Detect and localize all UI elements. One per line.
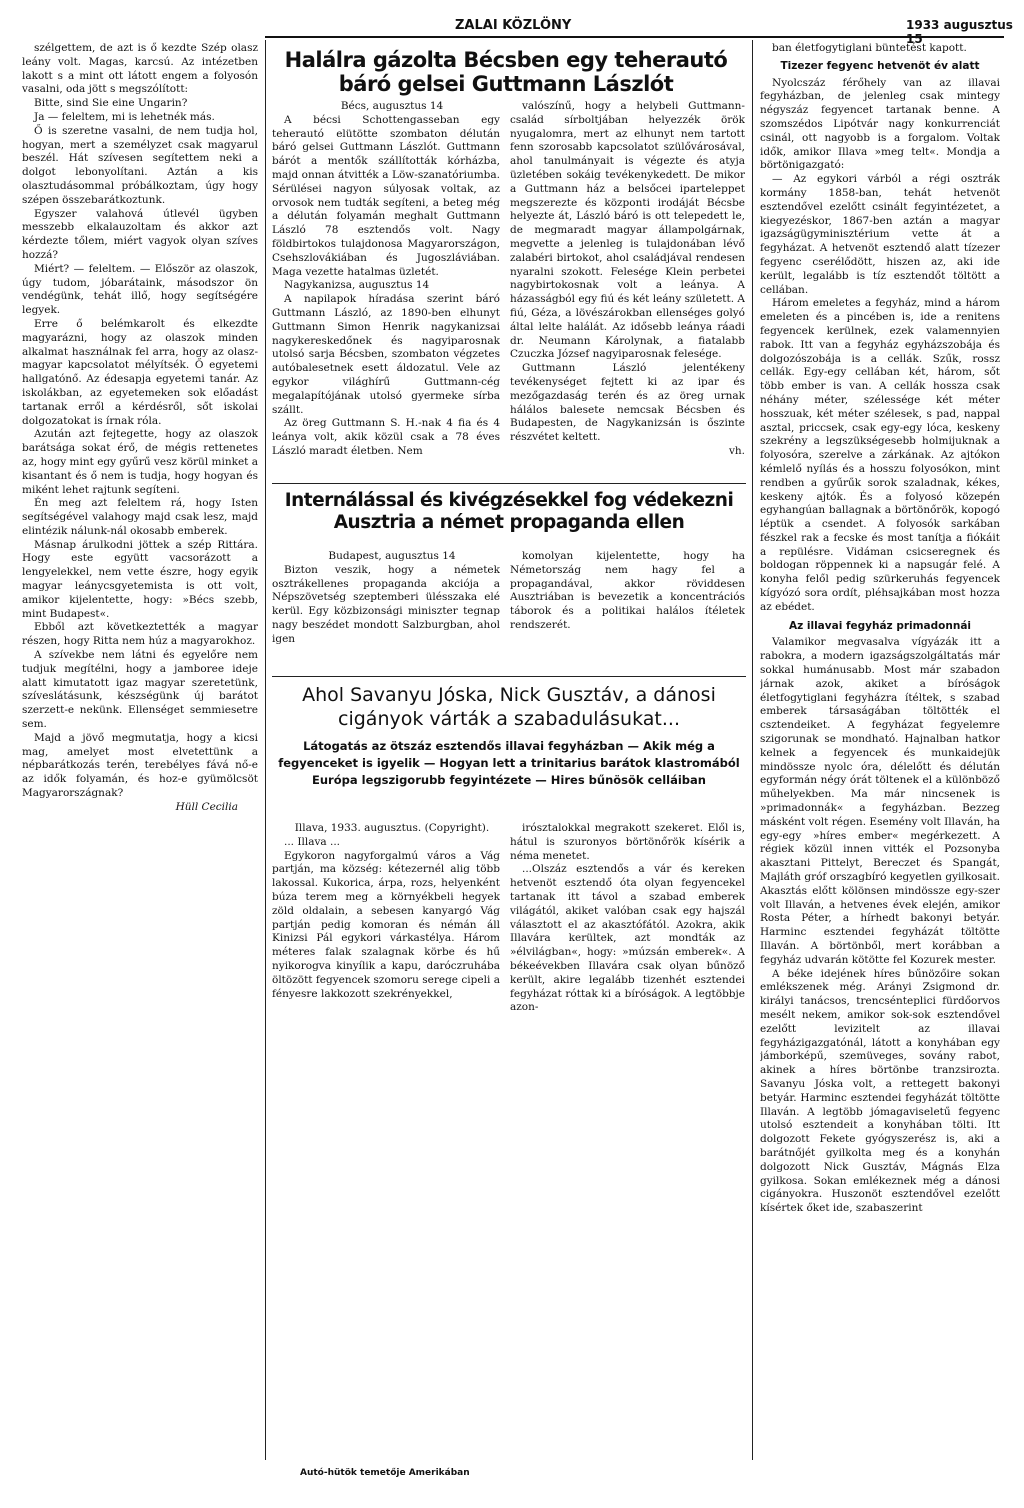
- column-4-top-paragraphs: [760, 42, 1000, 56]
- article-internalas-right-paragraphs: [510, 550, 745, 633]
- photo-caption: Autó-hütök temetője Amerikában: [300, 1468, 470, 1478]
- column-4-mid-paragraphs: [760, 77, 1000, 615]
- subheading-primadonnak: Az illavai fegyház primadonnái: [788, 619, 972, 632]
- article-illava-left: [272, 822, 500, 1468]
- paragraph: Bécs, augusztus 14: [340, 100, 444, 112]
- paragraph: ban életfogytiglani büntetést kapott.: [772, 42, 967, 54]
- subheadline-illava: Látogatás az ötszáz esztendős illavai fegyházban — Akik még a fegyenceket is igyelik — Hogyan lett a trinitarius barátok klastromából Európa legszigorubb fegyintézete — Hires bűnösök celláiban: [278, 739, 740, 787]
- column-divider: [265, 40, 266, 1460]
- issue-date-page: 1933 augusztus 15: [906, 18, 1013, 46]
- article-guttmann-left: [272, 100, 500, 480]
- column-divider: [752, 40, 753, 1460]
- column-4-bottom-paragraphs: [760, 636, 1000, 1215]
- article-internalas-right: [510, 550, 745, 670]
- paragraph: Én meg azt feleltem rá, hogy Isten segítségével valahogy majd csak lesz, majd elintézik nálunk-nál okosabb emberek.: [22, 497, 258, 537]
- paragraph: Egyszer valahová útlevél ügyben messzebb elkalauzoltam és akkor azt kérdezte tőlem, miért vagyok olyan szíves hozzá?: [22, 207, 258, 261]
- paragraph: Miért? — feleltem. — Először az olaszok, úgy tudom, jóbarátaink, másodszor ön vendégünk, tehát illő, hogy segítségére legyek.: [22, 262, 258, 317]
- paragraph: A béke idejének híres bűnözőire sokan emlékszenek még. Arányi Zsigmond dr. királyi tanácsos, trencsénteplici fürdőorvos mesélt nekem, amikor sok-sok esztendővel ezelőtt levizitelt az illavai fegyházigazgatónál, látott a konyhában egy jámborképű, szemüveges, sovány rabot, akinek a híres börtönbe tranzsirozta. Savanyu Jóska volt, a rettegett bakonyi betyár. Harminc esztendei fegyházát töltötte Illaván. A legtöbb jómagaviseletű fegyenc utolsó esztendeit a konyhában tölti. Itt dolgozott Fekete gyógyszerész is, aki a barátnőjét gyilkolta meg és a konyhán dolgozott Nick Gusztáv, Mágnás Elza gyilkosa. Sokan emlékeznek még a dánosi cigányokra. Huszonöt esztendővel ezelőtt kísértek őket ide, szabaszerint: [760, 967, 1000, 1215]
- column-4-article: [760, 42, 1000, 1472]
- paragraph: Bitte, sind Sie eine Ungarin?: [34, 97, 188, 110]
- paragraph: Erre ő belémkarolt és elkezdte magyarázni, hogy az olaszok minden alkalmat használnak fel arra, hogy az olasz-magyar kapcsolatot mélyítsék. Ő egyetemi hallgatónő. Az édesapja egyetemi tanár. Az iskolákban, az egyetemeken sok előadást tartanak erről a kérdésről, sőt iskolai dolgozatokat is írnak róla.: [22, 317, 258, 427]
- paragraph: komolyan kijelentette, hogy ha Németország nem hagy fel a propagandával, akkor röviddesen Ausztriában is bevezetik a koncentrációs táborok és a politikai halálos ítéletek rendszerét.: [510, 550, 745, 631]
- article-separator: [272, 676, 746, 677]
- header-rule: [265, 36, 1004, 38]
- paragraph: Ő is szeretne vasalni, de nem tudja hol, hogyan, mert a személyzet csak magyarul beszél. Hát szívesen segítettem neki a dolgot lebonyolítani. Aztán a kis olasztudásommal próbálkoztam, úgy hogy szépen összebarátkoztunk.: [22, 124, 258, 206]
- headline-guttmann: [272, 48, 740, 96]
- paragraph: A napilapok híradása szerint báró Guttmann László, az 1890-ben elhunyt Guttmann Simon Henrik nagykanizsai nagykereskedőnek és nagyiparosnak utolsó sarja Bécsben, szombaton végzetes autóbalesetnek esett áldozatul. Vele az egykor világhírű Guttmann-cég megalapítójának utolsó gyermeke sírba szállt.: [272, 293, 500, 416]
- newspaper-name: ZALAI KÖZLÖNY: [455, 18, 572, 33]
- headline-line-2: cigányok várták a szabadulásukat...: [338, 708, 680, 730]
- paragraph: ...Olszáz esztendős a vár és kereken hetvenöt esztendő óta olyan fegyencekel tartanak itt távol a szabad emberek világától, akiket valóban csak egy hajszál választott el az akasztófától. Azokra, akik Illavára kerültek, azt mondták az »élvilágban«, hogy: »múzsán emberek«. A békeévekben Illavára csak olyan bűnöző került, akire legalább tizenhét esztendei fegyházat róttak ki a bíróságok. A legtöbbje azon-: [510, 863, 745, 1014]
- headline-internalas: [272, 490, 746, 534]
- article-illava-right: [510, 822, 745, 1468]
- headline-illava: [272, 683, 746, 731]
- article-illava-left-paragraphs: [272, 822, 500, 1001]
- paragraph: Az öreg Guttmann S. H.-nak 4 fia és 4 leánya volt, akik közül csak a 78 éves László maradt életben. Nem: [272, 417, 500, 457]
- column-1-paragraphs: [22, 42, 258, 801]
- paragraph: A szívekbe nem látni és egyelőre nem tudjuk megítélni, hogy a jamboree ideje alatt kimutatott igaz magyar szeretetünk, szíveslátásunk, készségünk új barátot szerzett-e nekünk. Ellenséget semmiesetre sem.: [22, 649, 258, 731]
- paragraph: Azután azt fejtegette, hogy az olaszok barátsága sokat érő, de mégis rettenetes az, hogy mint egy gyűrű vesz körül minket a kisantant és ő nem is tudja, hogy hogyan és miként lehet rajtunk segíteni.: [22, 428, 258, 496]
- paragraph: Nyolcszáz férőhely van az illavai fegyházban, de jelenleg csak mintegy négyszáz fegyencet tartanak benne. A szomszédos Lipótvár nagy konkurrenciát csinál, ott nagyobb is a forgalom. Voltak idők, amikor Illava »meg telt«. Mondja a börtönigazgató:: [760, 76, 1000, 172]
- article-separator: [272, 483, 746, 484]
- paragraph: Ja — feleltem, mi is lehetnék más.: [34, 110, 215, 123]
- paragraph: A bécsi Schottengasseban egy teherautó elütötte szombaton délután báró gelsei Guttmann Lászlót. Guttmann bárót a mentők szállították kórházba, majd onnan átvitték a Löw-szanatóriumba. Sérülései nagyon súlyosak voltak, az orvosok nem tudták segíteni, a beteg még a délután folyamán meghalt Guttmann László 78 esztendős volt. Nagy földbirtokos tulajdonosa Magyarországon, Csehszlovákiában és Jugoszláviában. Maga vezette hatalmas üzletét.: [272, 113, 500, 278]
- subheading-tizezer: Tizezer fegyenc hetvenöt év alatt: [780, 59, 980, 72]
- paragraph: Ebből azt következtették a magyar részen, hogy Ritta nem húz a magyarokhoz.: [22, 621, 258, 648]
- paragraph: Három emeletes a fegyház, mind a három emeleten és a pincében is, ide a renitens fegyencek kerülnek, ezek valamennyien rabok. Itt van a fegyház egyházszobája és dolgozószobája is a cellák. Szűk, rossz cellák. Egy-egy cellában két, három, sőt több ember is van. A cellák hossza csak néhány méter, szélessége két méter hosszuak, két méter szélesek, s pad, nappal asztal, priccsek, csak egy-egy lóca, keskeny szekrény a legszükségesebb holmijuknak a folyosóra, szerelve a zárkának. Az ajtókon kémlelő nyílás és a hosszu folyosókon, mint rendben a gyűrűk sorok szaladnak, kékes, keskeny ajtók. És a folyosó közepén egyhangúan ballagnak a börtönőrök, kopogó léptük a csendet. A folyosók sarkában fészkel rak a fecske és most tanítja a fiókáit a repülésre. Vidáman csicseregnek és boldogan röppennek ki a napsugár felé. A konyha felől pedig szürkeruhás fegyencek kígyózó sora ordít, pléhsajkában most hozza az ebédet.: [760, 297, 1000, 613]
- article-internalas-left: [272, 550, 500, 670]
- paragraph: Bizton veszik, hogy a németek osztrákellenes propaganda akciója a Népszövetség szeptemberi ülésszaka elé kerül. Egy közbizonsági miniszter tegnap nagy beszédet mondott Salzburgban, ahol igen: [272, 563, 500, 645]
- article-guttmann-left-paragraphs: [272, 100, 500, 459]
- column-1-article: [22, 42, 258, 1472]
- article-guttmann-right: [510, 100, 745, 480]
- article-illava-right-paragraphs: [510, 822, 745, 1015]
- paragraph: Nagykanizsa, augusztus 14: [284, 279, 430, 292]
- headline-line-2: Ausztria a német propaganda ellen: [333, 512, 685, 533]
- article-guttmann-right-paragraphs: [510, 100, 745, 445]
- article-signoff: vh.: [728, 444, 745, 457]
- headline-line-1: Ahol Savanyu Jóska, Nick Gusztáv, a dánosi: [302, 684, 716, 706]
- headline-line-1: Internálással és kivégzésekkel fog védekezni: [284, 490, 734, 511]
- paragraph: Illava, 1933. augusztus. (Copyright).: [294, 822, 490, 834]
- paragraph: Másnap árulkodni jöttek a szép Rittára. Hogy este együtt vacsorázott a lengyelekkel, nem vette észre, hogy egyik magyar leánycsgyetemista is ott volt, amikor kijelentette, hogy: »Bécs szebb, mint Budapest«.: [22, 538, 258, 620]
- paragraph: szélgettem, de azt is ő kezdte Szép olasz leány volt. Magas, karcsú. Az intézetben lakott s a mint ott látott engem a folyosón vasalni, oda jött s megszólított:: [22, 42, 258, 96]
- paragraph: Guttmann László jelentékeny tevékenységet fejtett ki az ipar és mezőgazdaság terén és az öreg urnak hálálos balesete nemcsak Bécsben és Budapesten, de Nagykanizsán is őszinte részvétet keltett.: [510, 362, 745, 444]
- paragraph: Valamikor megvasalva vígyázák itt a rabokra, a modern igazságszolgáltatás már sokkal humánusabb. Most már szabadon járnak azok, akiket a bíróságok életfogytiglani fegyházra ítéltek, s szabad emberek társaságában töltötték el csztendeiket. A fegyházat fegyelemre szigorunak se mondható. Hajnalban hatkor kelnek a fegyencek és munkaidejük mindössze nyolc óra, délelőtt és délután egyformán négy órát töltenek el a különböző műhelyekben. Ma már nincsenek is »primadonnák« a fegyházban. Bezzeg másként volt régen. Esemény volt Illaván, ha egy-egy »híres ember« megérkezett. A régiek közül innen vitték el Pozsonyba akasztani Pittelyt, Bereczet és Spangát, Majláth gróf orszagbíró kegyetlen gyilkosait. Akasztás előtt kölönsen mindössze egy-szer volt Illaván, a hetvenes évek elején, amikor Rosta Péter, a hírhedt bakonyi betyár. Harminc esztendei fegyházát töltötte Illaván. A börtönből, mert korábban a fegyház udvarán kötötte fel Kozurek mester.: [760, 636, 1000, 966]
- article-signature: Hüll Cecilia: [175, 800, 238, 813]
- paragraph: Budapest, augusztus 14: [328, 550, 456, 562]
- paragraph: Egykoron nagyforgalmú város a Vág partján, ma község: kétezernél alig több lakossal. Kukorica, árpa, rozs, helyenként búza terem meg a környékbeli hegyek zöld oldalain, a sebesen kanyargó Vág partján pedig komoran és némán áll Kinizsi Pál egykori várkastélya. Három méteres falak szalagnak körbe és hű nyikorogva kinyílik a kapu, daróczruhába öltözött fegyencek szomoru serege cipeli a fényesre lakkozott szekrényekkel,: [272, 849, 500, 1000]
- headline-line-2: báró gelsei Guttmann Lászlót: [338, 72, 674, 96]
- paragraph: ... Illava ...: [284, 835, 341, 848]
- paragraph: Majd a jövő megmutatja, hogy a kicsi mag, amelyet most elvetettünk a népbarátkozás terén, terebélyes fává nő-e az idők folyamán, és hoz-e gyümölcsöt Magyarországnak?: [22, 731, 258, 800]
- paragraph: irósztalokkal megrakott szekeret. Elől is, hátul is szuronyos börtönőrök kísérik a néma menetet.: [510, 822, 745, 862]
- article-internalas-left-paragraphs: [272, 550, 500, 647]
- paragraph: — Az egykori várból a régi osztrák kormány 1858-ban, tehát hetvenöt esztendővel ezelőtt csinált fegyintézetet, a kiegyezéskor, 1867-ben aztán a magyar igazságügyminisztérium vette át a fegyházat. A hetvenöt esztendő alatt tízezer fegyenc cserélődött, hiszen az, aki ide került, legalább is tíz esztendőt töltött a cellában.: [760, 173, 1000, 296]
- headline-line-1: Halálra gázolta Bécsben egy teherautó: [284, 48, 728, 72]
- paragraph: valószínű, hogy a helybeli Guttmann-család sírboltjában helyezzék örök nyugalomra, mert az elhunyt nem tartott fenn szorosabb kapcsolatot szülővárosával, ahol tanulmányait is végezte és atyja üzletében sokáig tevékenykedett. De mikor a Guttmann ház a belsőcei iparteleppet megszerezte és központi irodáját Bécsbe helyezte át, László báró is ott telepedett le, de megmaradt magyar állampolgárnak, megvette a jelenleg is tulajdonában lévő zalabéri birtokot, ahol családjával rendesen nyaralni szokott. Felesége Klein perbetei nagybirtokosnak volt a leánya. A házasságból egy fiú és két leány született. A fiú, Géza, a lövészárokban ellenséges golyó által lelte halálát. Az idősebb leánya ráadi dr. Neumann Károlynak, a fiatalabb Czuczka József nagyiparosnak felesége.: [510, 100, 745, 361]
